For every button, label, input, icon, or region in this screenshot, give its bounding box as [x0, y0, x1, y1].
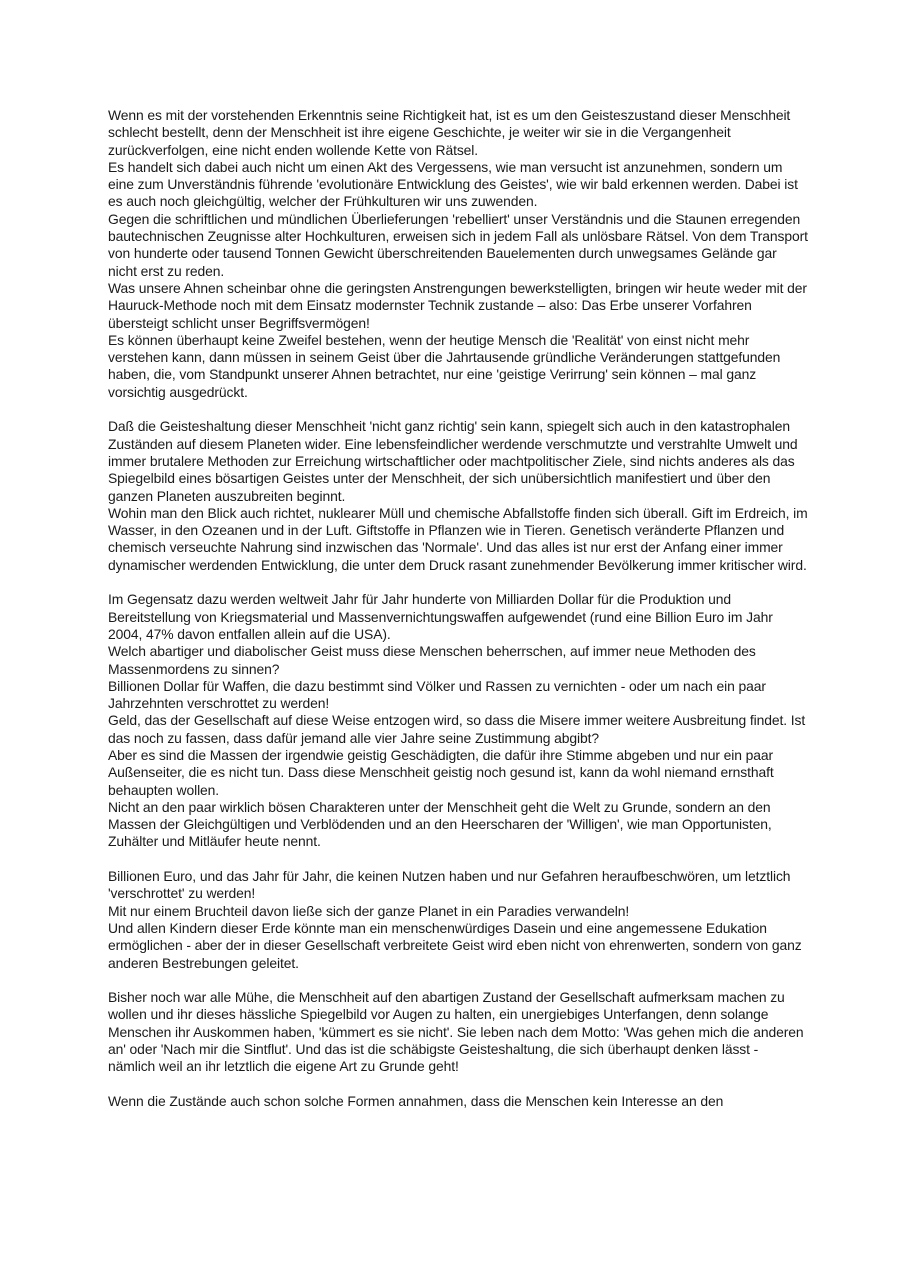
text-line: Wohin man den Blick auch richtet, nuklearer Müll und chemische Abfallstoffe finden sich überall. Gift im Erdreich, im Wasser, in den Ozeanen und in der Luft. Giftstoffe in Pflanzen wie in Tieren. Genetisch veränderte Pflanzen und chemisch verseuchte Nahrung sind inzwischen das 'Normale'. Und das alles ist nur erst der Anfang einer immer dynamischer werdenden Entwicklung, die unter dem Druck rasant zunehmender Bevölkerung immer kritischer wird.	[108, 504, 808, 573]
text-line: Wenn die Zustände auch schon solche Formen annahmen, dass die Menschen kein Interesse an den	[108, 1092, 724, 1109]
text-line: Aber es sind die Massen der irgendwie geistig Geschädigten, die dafür ihre Stimme abgeben und nur ein paar Außenseiter, die es nicht tun. Dass diese Menschheit geistig noch gesund ist, kann da wohl niemand ernsthaft behaupten wollen.	[108, 746, 774, 798]
text-line: Welch abartiger und diabolischer Geist muss diese Menschen beherrschen, auf immer neue Methoden des Massenmordens zu sinnen?	[108, 643, 756, 677]
text-line: Daß die Geisteshaltung dieser Menschheit 'nicht ganz richtig' sein kann, spiegelt sich auch in den katastrophalen Zuständen auf diesem Planeten wider. Eine lebensfeindlicher werdende verschmutzte und verstrahlte Umwelt und immer brutalere Methoden zur Erreichung wirtschaftlicher oder machtpolitischer Ziele, sind nichts anderes als das Spiegelbild eines bösartigen Geistes unter der Menschheit, der sich unübersichtlich manifestiert und über den ganzen Planeten auszubreiten beginnt.	[108, 418, 798, 504]
text-line: Und allen Kindern dieser Erde könnte man ein menschenwürdiges Dasein und eine angemessene Edukation ermöglichen - aber der in dieser Gesellschaft verbreitete Geist wird eben nicht von ehrenwerten, sondern von ganz anderen Bestrebungen geleitet.	[108, 919, 802, 971]
document-page	[108, 107, 808, 1128]
text-line: Im Gegensatz dazu werden weltweit Jahr für Jahr hunderte von Milliarden Dollar für die Produktion und Bereitstellung von Kriegsmaterial und Massenvernichtungswaffen aufgewendet (rund eine Billion Euro im Jahr 2004, 47% davon entfallen allein auf die USA).	[108, 591, 773, 642]
text-line: Billionen Dollar für Waffen, die dazu bestimmt sind Völker und Rassen zu vernichten - oder um nach ein paar Jahrzehnten verschrottet zu werden!	[108, 677, 766, 712]
text-line: Gegen die schriftlichen und mündlichen Überlieferungen 'rebelliert' unser Verständnis und die Staunen erregenden bautechnischen Zeugnisse alter Hochkulturen, erweisen sich in jedem Fall als unlösbare Rätsel. Von dem Transport von hunderte oder tausend Tonnen Gewicht überschreitenden Bauelementen durch unwegsames Gelände gar nicht erst zu reden.	[108, 210, 808, 279]
text-line: Es können überhaupt keine Zweifel bestehen, wenn der heutige Mensch die 'Realität' von einst nicht mehr verstehen kann, dann müssen in seinem Geist über die Jahrtausende gründliche Veränderungen stattgefunden haben, die, vom Standpunkt unserer Ahnen betrachtet, nur eine 'geistige Verirrung' sein können – mal ganz vorsichtig ausgedrückt.	[108, 331, 781, 400]
paragraph	[108, 1093, 808, 1110]
paragraph	[108, 868, 808, 972]
paragraph	[108, 989, 808, 1075]
text-line: Es handelt sich dabei auch nicht um einen Akt des Vergessens, wie man versucht ist anzunehmen, sondern um eine zum Unverständnis führende 'evolutionäre Entwicklung des Geistes', wie wir bald erkennen werden. Dabei ist es auch noch gleichgültig, welcher der Frühkulturen wir uns zuwenden.	[108, 158, 798, 210]
text-line: Bisher noch war alle Mühe, die Menschheit auf den abartigen Zustand der Gesellschaft aufmerksam machen zu wollen und ihr dieses hässliche Spiegelbild vor Augen zu halten, ein unergiebiges Unterfangen, denn solange Menschen ihr Auskommen haben, 'kümmert es sie nicht'. Sie leben nach dem Motto: 'Was gehen mich die anderen an' oder 'Nach mir die Sintflut'. Und das ist die schäbigste Geisteshaltung, die sich überhaupt denken lässt - nämlich weil an ihr letztlich die eigene Art zu Grunde geht!	[108, 989, 804, 1075]
text-line: Nicht an den paar wirklich bösen Charakteren unter der Menschheit geht die Welt zu Grunde, sondern an den Massen der Gleichgültigen und Verblödenden und an den Heerscharen der 'Willigen', wie man Opportunisten, Zuhälter und Mitläufer heute nennt.	[108, 798, 772, 850]
paragraph	[108, 591, 808, 850]
text-line: Geld, das der Gesellschaft auf diese Weise entzogen wird, so dass die Misere immer weitere Ausbreitung findet. Ist das noch zu fassen, dass dafür jemand alle vier Jahre seine Zustimmung abgibt?	[108, 712, 806, 746]
text-line: Wenn es mit der vorstehenden Erkenntnis seine Richtigkeit hat, ist es um den Geisteszustand dieser Menschheit schlecht bestellt, denn der Menschheit ist ihre eigene Geschichte, je weiter wir sie in die Vergangenheit zurückverfolgen, eine nicht enden wollende Kette von Rätsel.	[108, 107, 791, 158]
text-line: Billionen Euro, und das Jahr für Jahr, die keinen Nutzen haben und nur Gefahren heraufbeschwören, um letztlich 'verschrottet' zu werden!	[108, 868, 791, 902]
text-line: Mit nur einem Bruchteil davon ließe sich der ganze Planet in ein Paradies verwandeln!	[108, 902, 630, 919]
paragraph	[108, 107, 808, 401]
paragraph	[108, 418, 808, 574]
text-line: Was unsere Ahnen scheinbar ohne die geringsten Anstrengungen bewerkstelligten, bringen wir heute weder mit der Hauruck-Methode noch mit dem Einsatz modernster Technik zustande – also: Das Erbe unserer Vorfahren übersteigt schlicht unser Begriffsvermögen!	[108, 279, 807, 331]
